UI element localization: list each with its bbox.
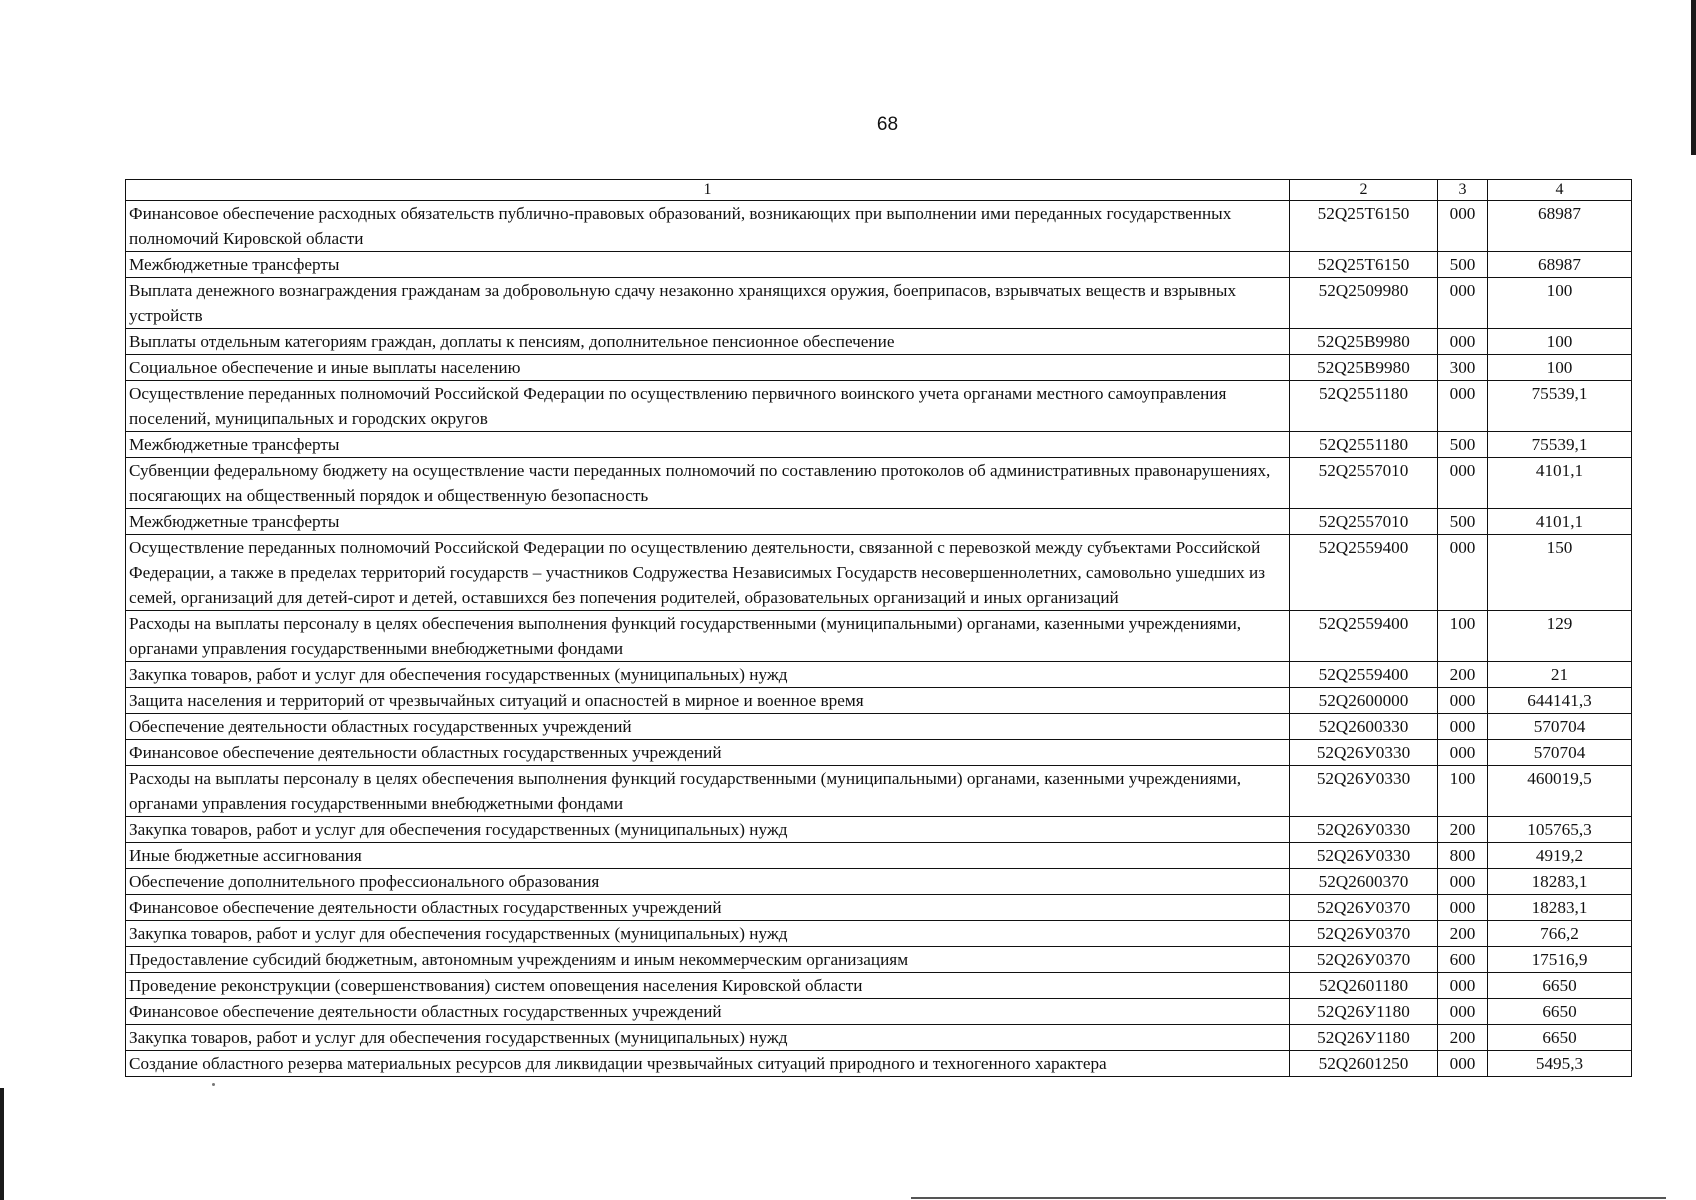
table-row [126, 329, 1632, 355]
row-type-cell: 500 [1438, 432, 1488, 458]
row-code-cell: 52Q25T6150 [1290, 201, 1438, 252]
row-code-cell: 52Q2600370 [1290, 869, 1438, 895]
scan-edge-left [0, 1088, 4, 1200]
row-amount-cell: 460019,5 [1488, 766, 1632, 817]
table-row [126, 688, 1632, 714]
row-code-cell: 52Q26У0370 [1290, 921, 1438, 947]
row-name-cell: Межбюджетные трансферты [126, 432, 1290, 458]
row-type-cell: 200 [1438, 921, 1488, 947]
row-amount-cell: 644141,3 [1488, 688, 1632, 714]
row-amount-cell: 75539,1 [1488, 381, 1632, 432]
table-header-row [126, 180, 1632, 201]
row-type-cell: 500 [1438, 252, 1488, 278]
scan-line-bottom [911, 1197, 1666, 1199]
row-name-cell: Финансовое обеспечение деятельности областных государственных учреждений [126, 999, 1290, 1025]
row-name-cell: Закупка товаров, работ и услуг для обеспечения государственных (муниципальных) нужд [126, 921, 1290, 947]
row-code-cell: 52Q26У0330 [1290, 766, 1438, 817]
row-code-cell: 52Q26У1180 [1290, 1025, 1438, 1051]
row-code-cell: 52Q2551180 [1290, 432, 1438, 458]
table-row [126, 740, 1632, 766]
row-type-cell: 800 [1438, 843, 1488, 869]
row-name-cell: Закупка товаров, работ и услуг для обеспечения государственных (муниципальных) нужд [126, 817, 1290, 843]
row-type-cell: 300 [1438, 355, 1488, 381]
row-code-cell: 52Q2551180 [1290, 381, 1438, 432]
row-name-cell: Создание областного резерва материальных ресурсов для ликвидации чрезвычайных ситуаций природного и техногенного характера [126, 1051, 1290, 1077]
row-amount-cell: 100 [1488, 278, 1632, 329]
row-type-cell: 000 [1438, 381, 1488, 432]
column-header-name: 1 [126, 180, 1290, 201]
row-name-cell: Расходы на выплаты персоналу в целях обеспечения выполнения функций государственными (муниципальными) органами, казенными учреждениями, органами управления государственными внебюджетными фондами [126, 611, 1290, 662]
row-amount-cell: 766,2 [1488, 921, 1632, 947]
row-name-cell: Обеспечение деятельности областных государственных учреждений [126, 714, 1290, 740]
row-amount-cell: 4101,1 [1488, 509, 1632, 535]
row-type-cell: 100 [1438, 766, 1488, 817]
row-type-cell: 200 [1438, 662, 1488, 688]
table-row [126, 201, 1632, 252]
row-code-cell: 52Q26У0330 [1290, 817, 1438, 843]
row-code-cell: 52Q2600000 [1290, 688, 1438, 714]
row-amount-cell: 68987 [1488, 252, 1632, 278]
row-type-cell: 500 [1438, 509, 1488, 535]
table-row [126, 509, 1632, 535]
scan-speck [212, 1083, 215, 1086]
row-type-cell: 000 [1438, 714, 1488, 740]
table-row [126, 1025, 1632, 1051]
row-name-cell: Выплата денежного вознаграждения гражданам за добровольную сдачу незаконно хранящихся оружия, боеприпасов, взрывчатых веществ и взрывных устройств [126, 278, 1290, 329]
table-row [126, 714, 1632, 740]
row-code-cell: 52Q25T6150 [1290, 252, 1438, 278]
row-type-cell: 200 [1438, 817, 1488, 843]
row-type-cell: 000 [1438, 740, 1488, 766]
table-row [126, 458, 1632, 509]
row-code-cell: 52Q26У1180 [1290, 999, 1438, 1025]
row-amount-cell: 6650 [1488, 999, 1632, 1025]
row-name-cell: Обеспечение дополнительного профессионального образования [126, 869, 1290, 895]
row-name-cell: Расходы на выплаты персоналу в целях обеспечения выполнения функций государственными (муниципальными) органами, казенными учреждениями, органами управления государственными внебюджетными фондами [126, 766, 1290, 817]
table-row [126, 817, 1632, 843]
row-type-cell: 000 [1438, 688, 1488, 714]
row-amount-cell: 18283,1 [1488, 869, 1632, 895]
row-name-cell: Финансовое обеспечение деятельности областных государственных учреждений [126, 895, 1290, 921]
row-type-cell: 000 [1438, 999, 1488, 1025]
row-type-cell: 000 [1438, 973, 1488, 999]
table-row [126, 843, 1632, 869]
row-amount-cell: 100 [1488, 355, 1632, 381]
row-amount-cell: 68987 [1488, 201, 1632, 252]
row-name-cell: Социальное обеспечение и иные выплаты населению [126, 355, 1290, 381]
row-amount-cell: 6650 [1488, 973, 1632, 999]
row-type-cell: 200 [1438, 1025, 1488, 1051]
row-code-cell: 52Q2559400 [1290, 662, 1438, 688]
budget-table [125, 179, 1632, 1077]
row-amount-cell: 105765,3 [1488, 817, 1632, 843]
table-row [126, 355, 1632, 381]
row-name-cell: Иные бюджетные ассигнования [126, 843, 1290, 869]
row-type-cell: 600 [1438, 947, 1488, 973]
row-name-cell: Закупка товаров, работ и услуг для обеспечения государственных (муниципальных) нужд [126, 1025, 1290, 1051]
table-row [126, 869, 1632, 895]
row-name-cell: Осуществление переданных полномочий Российской Федерации по осуществлению первичного воинского учета органами местного самоуправления поселений, муниципальных и городских округов [126, 381, 1290, 432]
table-row [126, 535, 1632, 611]
row-name-cell: Осуществление переданных полномочий Российской Федерации по осуществлению деятельности, связанной с перевозкой между субъектами Российской Федерации, а также в пределах территорий государств – участников Содружества Независимых Государств несовершеннолетних, самовольно ушедших из семей, организаций для детей-сирот и детей, оставшихся без попечения родителей, образовательных организаций и иных организаций [126, 535, 1290, 611]
row-type-cell: 000 [1438, 458, 1488, 509]
row-code-cell: 52Q26У0330 [1290, 740, 1438, 766]
column-header-code: 2 [1290, 180, 1438, 201]
page-number: 68 [876, 114, 899, 135]
table-row [126, 611, 1632, 662]
table-row [126, 921, 1632, 947]
table-row [126, 895, 1632, 921]
row-amount-cell: 6650 [1488, 1025, 1632, 1051]
row-code-cell: 52Q2601250 [1290, 1051, 1438, 1077]
table-row [126, 999, 1632, 1025]
scan-edge-right [1691, 0, 1696, 155]
row-code-cell: 52Q25B9980 [1290, 329, 1438, 355]
column-header-amount: 4 [1488, 180, 1632, 201]
row-name-cell: Проведение реконструкции (совершенствования) систем оповещения населения Кировской области [126, 973, 1290, 999]
row-code-cell: 52Q25B9980 [1290, 355, 1438, 381]
table-row [126, 381, 1632, 432]
row-amount-cell: 4101,1 [1488, 458, 1632, 509]
row-name-cell: Межбюджетные трансферты [126, 252, 1290, 278]
row-amount-cell: 18283,1 [1488, 895, 1632, 921]
row-amount-cell: 100 [1488, 329, 1632, 355]
row-type-cell: 000 [1438, 895, 1488, 921]
row-code-cell: 52Q2557010 [1290, 509, 1438, 535]
row-code-cell: 52Q2601180 [1290, 973, 1438, 999]
table-row [126, 252, 1632, 278]
row-type-cell: 000 [1438, 329, 1488, 355]
row-name-cell: Финансовое обеспечение расходных обязательств публично-правовых образований, возникающих при выполнении ими переданных государственных полномочий Кировской области [126, 201, 1290, 252]
row-name-cell: Межбюджетные трансферты [126, 509, 1290, 535]
row-type-cell: 000 [1438, 201, 1488, 252]
row-name-cell: Выплаты отдельным категориям граждан, доплаты к пенсиям, дополнительное пенсионное обеспечение [126, 329, 1290, 355]
row-code-cell: 52Q2559400 [1290, 535, 1438, 611]
row-name-cell: Закупка товаров, работ и услуг для обеспечения государственных (муниципальных) нужд [126, 662, 1290, 688]
row-code-cell: 52Q26У0370 [1290, 947, 1438, 973]
row-amount-cell: 4919,2 [1488, 843, 1632, 869]
row-type-cell: 000 [1438, 869, 1488, 895]
row-code-cell: 52Q2509980 [1290, 278, 1438, 329]
row-amount-cell: 21 [1488, 662, 1632, 688]
row-code-cell: 52Q2557010 [1290, 458, 1438, 509]
table-row [126, 947, 1632, 973]
row-amount-cell: 129 [1488, 611, 1632, 662]
row-code-cell: 52Q26У0330 [1290, 843, 1438, 869]
row-type-cell: 000 [1438, 1051, 1488, 1077]
table-row [126, 662, 1632, 688]
row-type-cell: 100 [1438, 611, 1488, 662]
row-amount-cell: 5495,3 [1488, 1051, 1632, 1077]
row-name-cell: Защита населения и территорий от чрезвычайных ситуаций и опасностей в мирное и военное время [126, 688, 1290, 714]
row-amount-cell: 150 [1488, 535, 1632, 611]
row-amount-cell: 75539,1 [1488, 432, 1632, 458]
table-row [126, 973, 1632, 999]
row-name-cell: Субвенции федеральному бюджету на осуществление части переданных полномочий по составлению протоколов об административных правонарушениях, посягающих на общественный порядок и общественную безопасность [126, 458, 1290, 509]
row-amount-cell: 17516,9 [1488, 947, 1632, 973]
row-name-cell: Предоставление субсидий бюджетным, автономным учреждениям и иным некоммерческим организациям [126, 947, 1290, 973]
row-name-cell: Финансовое обеспечение деятельности областных государственных учреждений [126, 740, 1290, 766]
row-amount-cell: 570704 [1488, 740, 1632, 766]
row-code-cell: 52Q2559400 [1290, 611, 1438, 662]
budget-table-body [126, 180, 1632, 1077]
row-type-cell: 000 [1438, 535, 1488, 611]
row-type-cell: 000 [1438, 278, 1488, 329]
row-amount-cell: 570704 [1488, 714, 1632, 740]
table-row [126, 766, 1632, 817]
column-header-type: 3 [1438, 180, 1488, 201]
table-row [126, 1051, 1632, 1077]
row-code-cell: 52Q2600330 [1290, 714, 1438, 740]
table-row [126, 278, 1632, 329]
table-row [126, 432, 1632, 458]
row-code-cell: 52Q26У0370 [1290, 895, 1438, 921]
